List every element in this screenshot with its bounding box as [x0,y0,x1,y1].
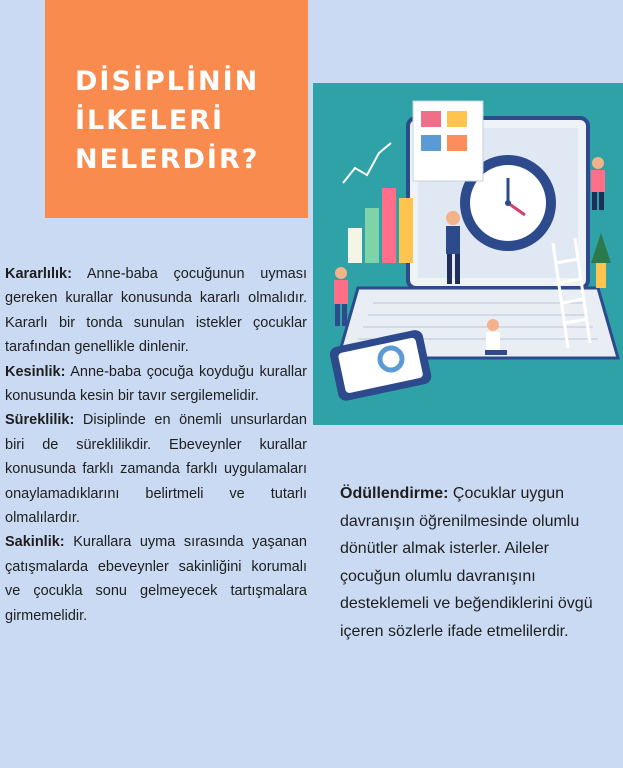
title-line-2: İLKELERİ [75,105,225,136]
principle-sureklilik [5,408,307,530]
reward-text: Çocuklar uygun davranışın öğrenilmesinde olumlu dönütler almak isterler. Aileler çocuğun olumlu davranışını desteklemeli ve beğendiklerini övgü içeren sözlerle ifade etmelilerdir. [340,485,593,640]
principle-term: Kesinlik: [5,363,66,380]
principle-term: Sakinlik: [5,534,65,551]
title-box [45,0,308,218]
title-line-1: DİSİPLİNİN [75,66,260,97]
principles-list [5,262,307,628]
laptop-clock-people-illustration [313,83,623,425]
page-title [75,62,259,179]
principle-term: Kararlılık: [5,266,72,282]
title-line-3: NELERDİR? [75,144,260,175]
principle-kararlilik [5,262,307,360]
principle-text: Anne-baba çocuğa koyduğu kurallar konusunda kesin bir tavır sergilemelidir. [5,363,307,405]
principle-text: Kurallara uyma sırasında yaşanan çatışmalarda ebeveynler sakinliğini korumalı ve çocukla sonu gelmeyecek tartışmalara girmemelidir. [5,534,307,624]
principle-text: Anne-baba çocuğunun uyması gereken kurallar konusunda kararlı olmalıdır. Kararlı bir tonda sunulan istekler çocuklar tarafından genellikle dinlenir. [5,266,307,356]
principle-sakinlik [5,530,307,628]
principle-kesinlik [5,360,307,409]
principle-text: Disiplinde en önemli unsurlardan biri de süreklilikdir. Ebeveynler kurallar konusunda farklı zamanda farklı uygulamaları onaylamadıklarını belirtmeli ve tutarlı olmalılardır. [5,412,307,527]
reward-paragraph [340,480,610,646]
principle-term: Süreklilik: [5,412,75,429]
reward-section [340,480,610,646]
reward-term: Ödüllendirme: [340,485,449,502]
